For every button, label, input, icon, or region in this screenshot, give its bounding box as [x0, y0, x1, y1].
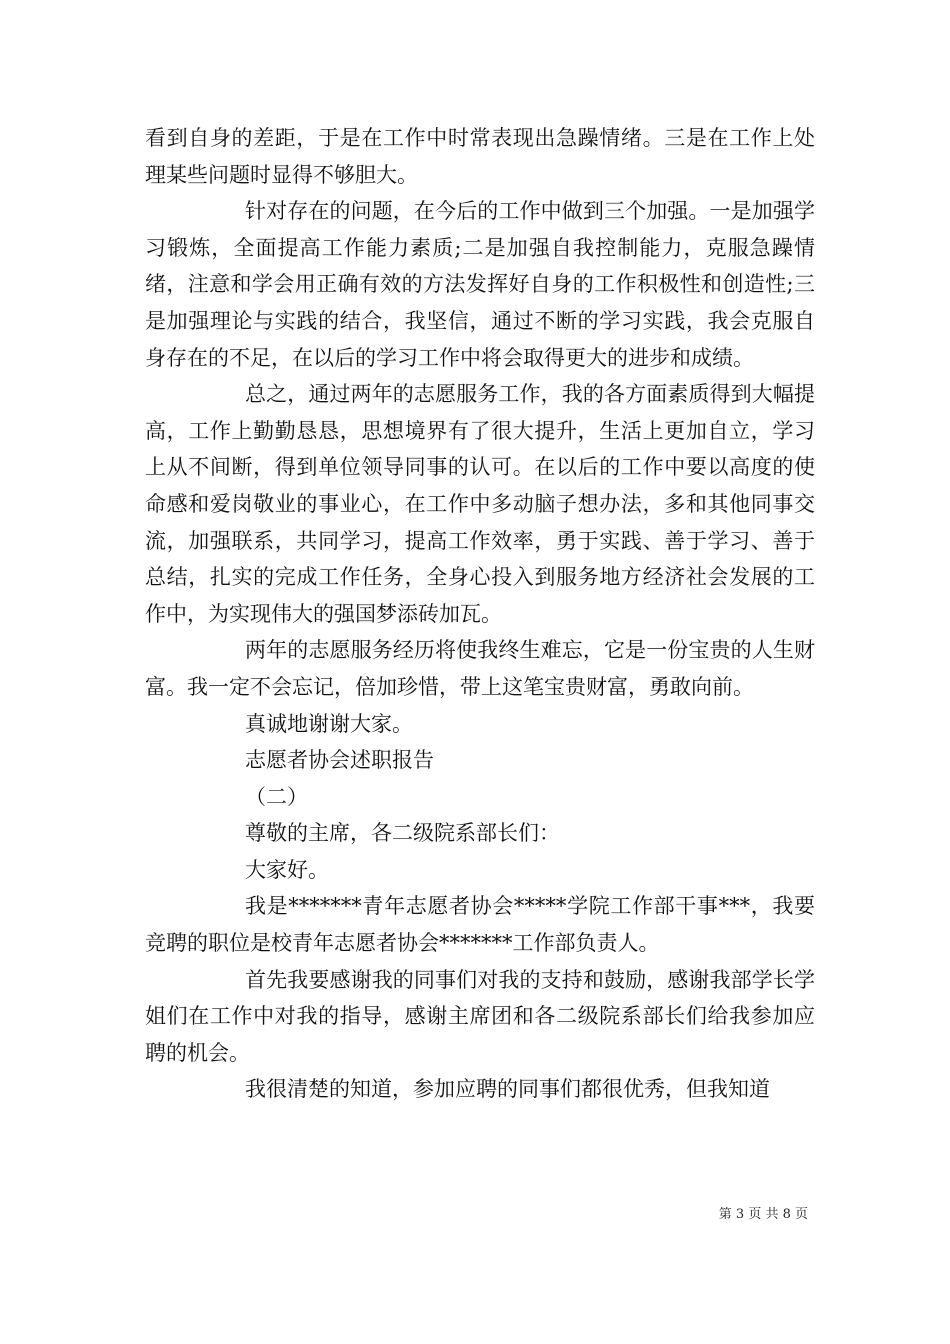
paragraph-experience: 两年的志愿服务经历将使我终生难忘，它是一份宝贵的人生财富。我一定不会忘记，倍加珍惜，带上这笔宝贵财富，勇敢向前。 [145, 638, 815, 699]
report-title: 志愿者协会述职报告 [245, 748, 434, 773]
salutation: 尊敬的主席，各二级院系部长们： [245, 821, 560, 846]
report-section-number: （二） [245, 784, 308, 809]
document-body [145, 120, 815, 1108]
greeting: 大家好。 [245, 857, 329, 882]
paragraph-closing-partial: 我很清楚的知道，参加应聘的同事们都很优秀，但我知道 [245, 1077, 770, 1102]
paragraph-summary: 总之，通过两年的志愿服务工作，我的各方面素质得到大幅提高，工作上勤勤恳恳，思想境界有了很大提升，生活上更加自立，学习上从不间断，得到单位领导同事的认可。在以后的工作中要以高度的使命感和爱岗敬业的事业心，在工作中多动脑子想办法，多和其他同事交流，加强联系，共同学习，提高工作效率，勇于实践、善于学习、善于总结，扎实的完成工作任务，全身心投入到服务地方经济社会发展的工作中，为实现伟大的强国梦添砖加瓦。 [145, 382, 815, 626]
paragraph-continuation: 看到自身的差距，于是在工作中时常表现出急躁情绪。三是在工作上处理某些问题时显得不够胆大。 [145, 126, 815, 187]
paragraph-improvement-plan: 针对存在的问题，在今后的工作中做到三个加强。一是加强学习锻炼，全面提高工作能力素质;二是加强自我控制能力，克服急躁情绪，注意和学会用正确有效的方法发挥好自身的工作积极性和创造性;三是加强理论与实践的结合，我坚信，通过不断的学习实践，我会克服自身存在的不足，在以后的学习工作中将会取得更大的进步和成绩。 [145, 199, 815, 370]
paragraph-introduction: 我是*******青年志愿者协会*****学院工作部干事***，我要竞聘的职位是校青年志愿者协会*******工作部负责人。 [145, 894, 815, 956]
paragraph-thanks: 真诚地谢谢大家。 [245, 711, 413, 736]
paragraph-gratitude: 首先我要感谢我的同事们对我的支持和鼓励，感谢我部学长学姐们在工作中对我的指导，感谢主席团和各二级院系部长们给我参加应聘的机会。 [145, 967, 815, 1065]
page-number-footer: 第 3 页 共 8 页 [718, 1207, 808, 1222]
